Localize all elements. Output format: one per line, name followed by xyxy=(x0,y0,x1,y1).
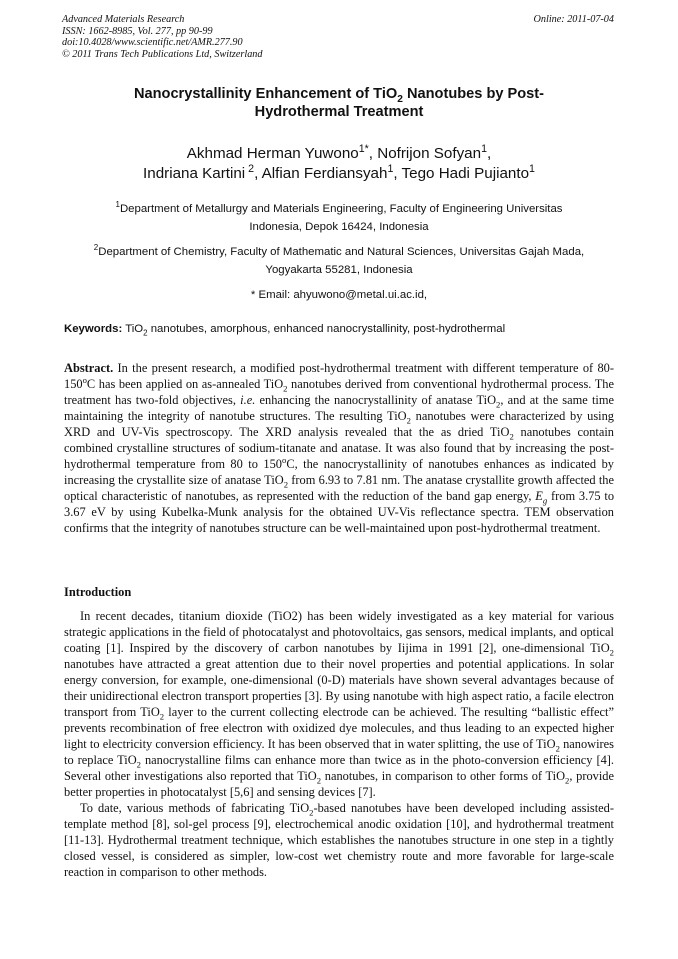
affiliation-2: $^2$Department of Chemistry, Faculty of Mathematic and Natural Sciences, Universitas Gajah Mada, Yogyakarta 55281, Indonesia xyxy=(93,243,585,276)
issn-line: ISSN: 1662-8985, Vol. 277, pp 90-99 xyxy=(62,25,213,37)
journal-name: Advanced Materials Research xyxy=(62,14,185,25)
contact-email: * Email: ahyuwono@metal.ui.ac.id, xyxy=(250,289,428,301)
online-date: Online: 2011-07-04 xyxy=(533,14,614,25)
affiliation-1: $^1$Department of Metallurgy and Materials Engineering, Faculty of Engineering Universitas Indonesia, Depok 16424, Indonesia xyxy=(115,200,563,233)
introduction-body xyxy=(64,608,614,880)
paragraph: To date, various methods of fabricating TiO$_2$-based nanotubes have been developed including assisted-template method [8], sol-gel process [9], electrochemical anodic oxidation [10], and hydrothermal treatment [11-13]. Hydrothermal treatment technique, which establishes the nanotubes structure in one step in a tightly closed vessel, is considered as simpler, low-cost wet chemistry route and more favorable for large-scale reaction in comparison to other methods. xyxy=(64,801,615,879)
section-heading-introduction: Introduction xyxy=(64,585,132,599)
author-list: Akhmad Herman Yuwono$^{1*}$, Nofrijon Sofyan$^1$, Indriana Kartini $^2$, Alfian Ferdiansyah$^1$, Tego Hadi Pujianto$^1$ xyxy=(143,142,535,182)
copyright-line: © 2011 Trans Tech Publications Ltd, Switzerland xyxy=(62,48,263,60)
doi-line: doi:10.4028/www.scientific.net/AMR.277.90 xyxy=(62,37,243,49)
abstract: Abstract. In the present research, a modified post-hydrothermal treatment with different temperature of 80-150$^o$C has been applied on as-annealed TiO$_2$ nanotubes derived from conventional hydrothermal process. The treatment has two-fold objectives, i.e. enhancing the nanocrystallinity of anatase TiO$_2$, and at the same time maintaining the integrity of nanotube structures. The resulting TiO$_2$ nanotubes were characterized by using XRD and UV-Vis spectroscopy. The XRD analysis revealed that the as dried TiO$_2$ nanotubes contain combined crystalline structures of sodium-titanate and anatase. It was also found that by increasing the post-hydrothermal temperature from 80 to 150$^o$C, the nanocrystallinity of nanotubes enhances as indicated by increasing the crystallite size of anatase TiO$_2$ from 6.93 to 7.81 nm. The anatase crystallite growth affected the optical characteristic of nanotubes, as represented with the reduction of the band gap energy, $E_g$ from 3.75 to 3.67 eV by using Kubelka-Munk analysis for the obtained UV-Vis reflectance spectra. TEM observation confirms that the integrity of nanotubes structure can be well-maintained upon post-hydrothermal treatment. xyxy=(64,361,615,535)
journal-header xyxy=(62,14,262,60)
keywords-label: Keywords: xyxy=(64,323,123,335)
abstract-label: Abstract. xyxy=(64,361,114,375)
paper-title: Nanocrystallinity Enhancement of TiO$_2$ Nanotubes by Post- Hydrothermal Treatment xyxy=(133,86,545,120)
paragraph: In recent decades, titanium dioxide (TiO2) has been widely investigated as a key material for various strategic applications in the field of photocatalyst and photovoltaics, gas sensors, medical implants, and optical coating [1]. Inspired by the discovery of carbon nanotubes by Iijima in 1991 [2], one-dimensional TiO$_2$ nanotubes have attracted a great attention due to their novel properties and potential applications. In solar energy conversion, for example, one-dimensional (0-D) materials have shown several advantages because of their unidirectional electron transport properties [3]. By using nanotube with high aspect ratio, a facile electron transport from TiO$_2$ layer to the current collecting electrode can be achieved. The resulting “ballistic effect” prevents recombination of free electron with oxidized dye molecules, and thus leading to an expected higher light to electricity conversion efficiency. It has been observed that in water splitting, the use of TiO$_2$ nanowires to replace TiO$_2$ nanocrystalline films can enhance more than twice as in the photo-conversion efficiency [4]. Several other investigations also reported that TiO$_2$ nanotubes, in comparison to other forms of TiO$_2$, provide better properties in photocatalyst [5,6] and sensing devices [7]. xyxy=(64,609,615,799)
keywords-line: Keywords: TiO$_2$ nanotubes, amorphous, enhanced nanocrystallinity, post-hydrothermal xyxy=(64,323,506,338)
